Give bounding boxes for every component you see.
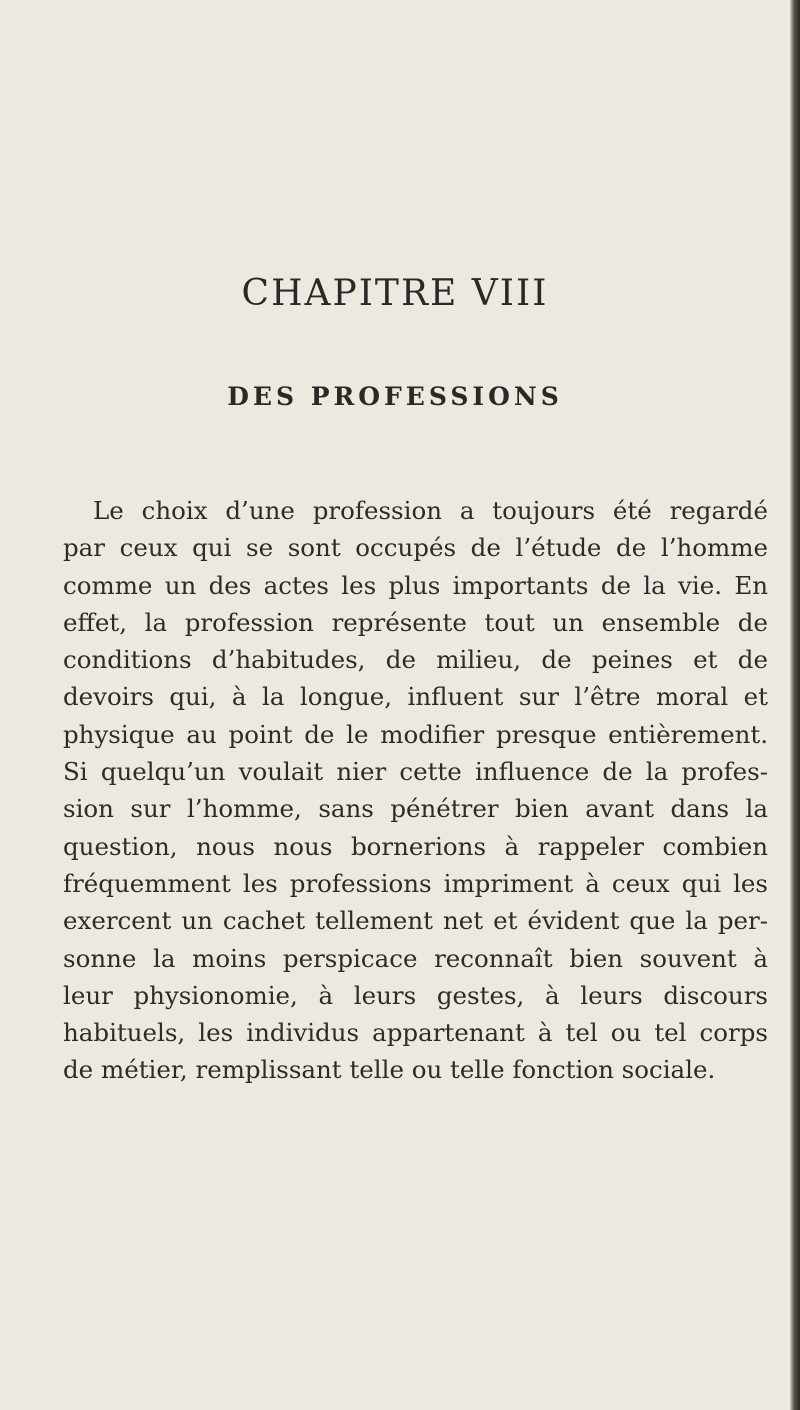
text-line: conditions d’habitudes, de milieu, de peines et de — [63, 645, 768, 675]
text-line: habituels, les individus appartenant à tel ou tel corps — [63, 1018, 768, 1048]
section-title: DES PROFESSIONS — [227, 382, 563, 411]
text-line: devoirs qui, à la longue, influent sur l’être moral et — [63, 682, 768, 712]
text-line: question, nous nous bornerions à rappeler combien — [63, 831, 768, 861]
text-line: leur physionomie, à leurs gestes, à leurs discours — [63, 980, 768, 1010]
body-paragraph — [63, 492, 768, 1089]
text-line: exercent un cachet tellement net et évident que la per- — [63, 906, 768, 936]
text-line: fréquemment les professions impriment à ceux qui les — [63, 868, 768, 898]
text-line: de métier, remplissant telle ou telle fonction sociale. — [63, 1055, 716, 1085]
chapter-title: CHAPITRE VIII — [241, 273, 549, 314]
text-line: comme un des actes les plus importants de la vie. En — [63, 570, 768, 600]
text-line: par ceux qui se sont occupés de l’étude de l’homme — [63, 533, 768, 563]
text-line: sion sur l’homme, sans pénétrer bien avant dans la — [63, 794, 768, 824]
text-line: sonne la moins perspicace reconnaît bien souvent à — [63, 943, 768, 973]
page-edge-shadow — [790, 0, 800, 1410]
text-line: Si quelqu’un voulait nier cette influence de la profes- — [63, 757, 768, 787]
text-line: physique au point de le modifier presque entièrement. — [63, 719, 768, 749]
text-line: effet, la profession représente tout un ensemble de — [63, 607, 768, 637]
text-line: Le choix d’une profession a toujours été regardé — [93, 496, 768, 525]
